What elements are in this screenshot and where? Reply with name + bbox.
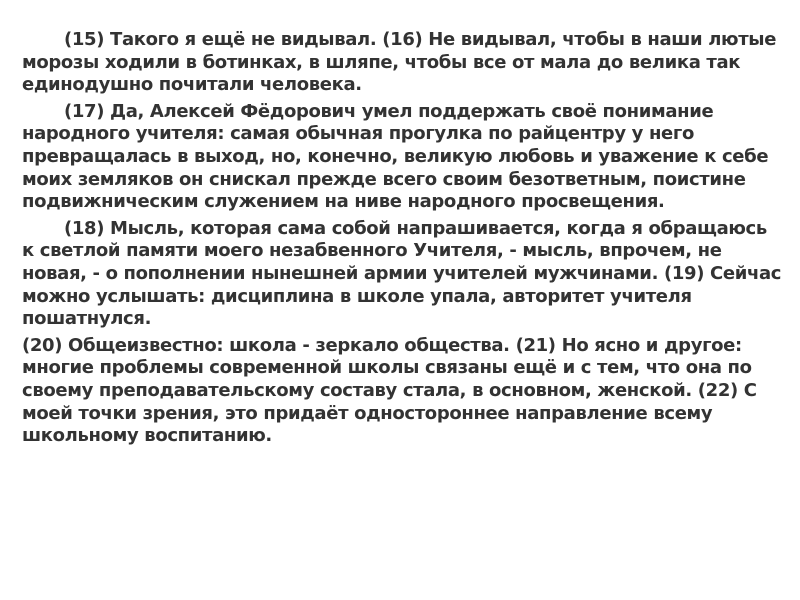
paragraph-15-16: (15) Такого я ещё не видывал. (16) Не видывал, чтобы в наши лютые морозы ходили в ботинках, в шляпе, чтобы все от мала до велика так единодушно почитали человека. bbox=[22, 29, 777, 96]
paragraph-20-22: (20) Общеизвестно: школа - зеркало общества. (21) Но ясно и другое: многие проблемы современной школы связаны ещё и с тем, что она по своему преподавательскому составу стала, в основном, женской. (22) С моей точки зрения, это придаёт одностороннее направление всему школьному воспитанию. bbox=[22, 334, 757, 447]
document-body bbox=[22, 29, 782, 452]
paragraph-18-19: (18) Мысль, которая сама собой напрашивается, когда я обращаюсь к светлой памяти моего незабвенного Учителя, - мысль, впрочем, не новая, - о пополнении нынешней армии учителей мужчинами. (19) Сейчас можно услышать: дисциплина в школе упала, авторитет учителя пошатнулся. bbox=[22, 217, 782, 330]
paragraph-17: (17) Да, Алексей Фёдорович умел поддержать своё понимание народного учителя: самая обычная прогулка по райцентру у него превращалась в выход, но, конечно, великую любовь и уважение к себе моих земляков он снискал прежде всего своим безответным, поистине подвижническим служением на ниве народного просвещения. bbox=[22, 100, 769, 213]
